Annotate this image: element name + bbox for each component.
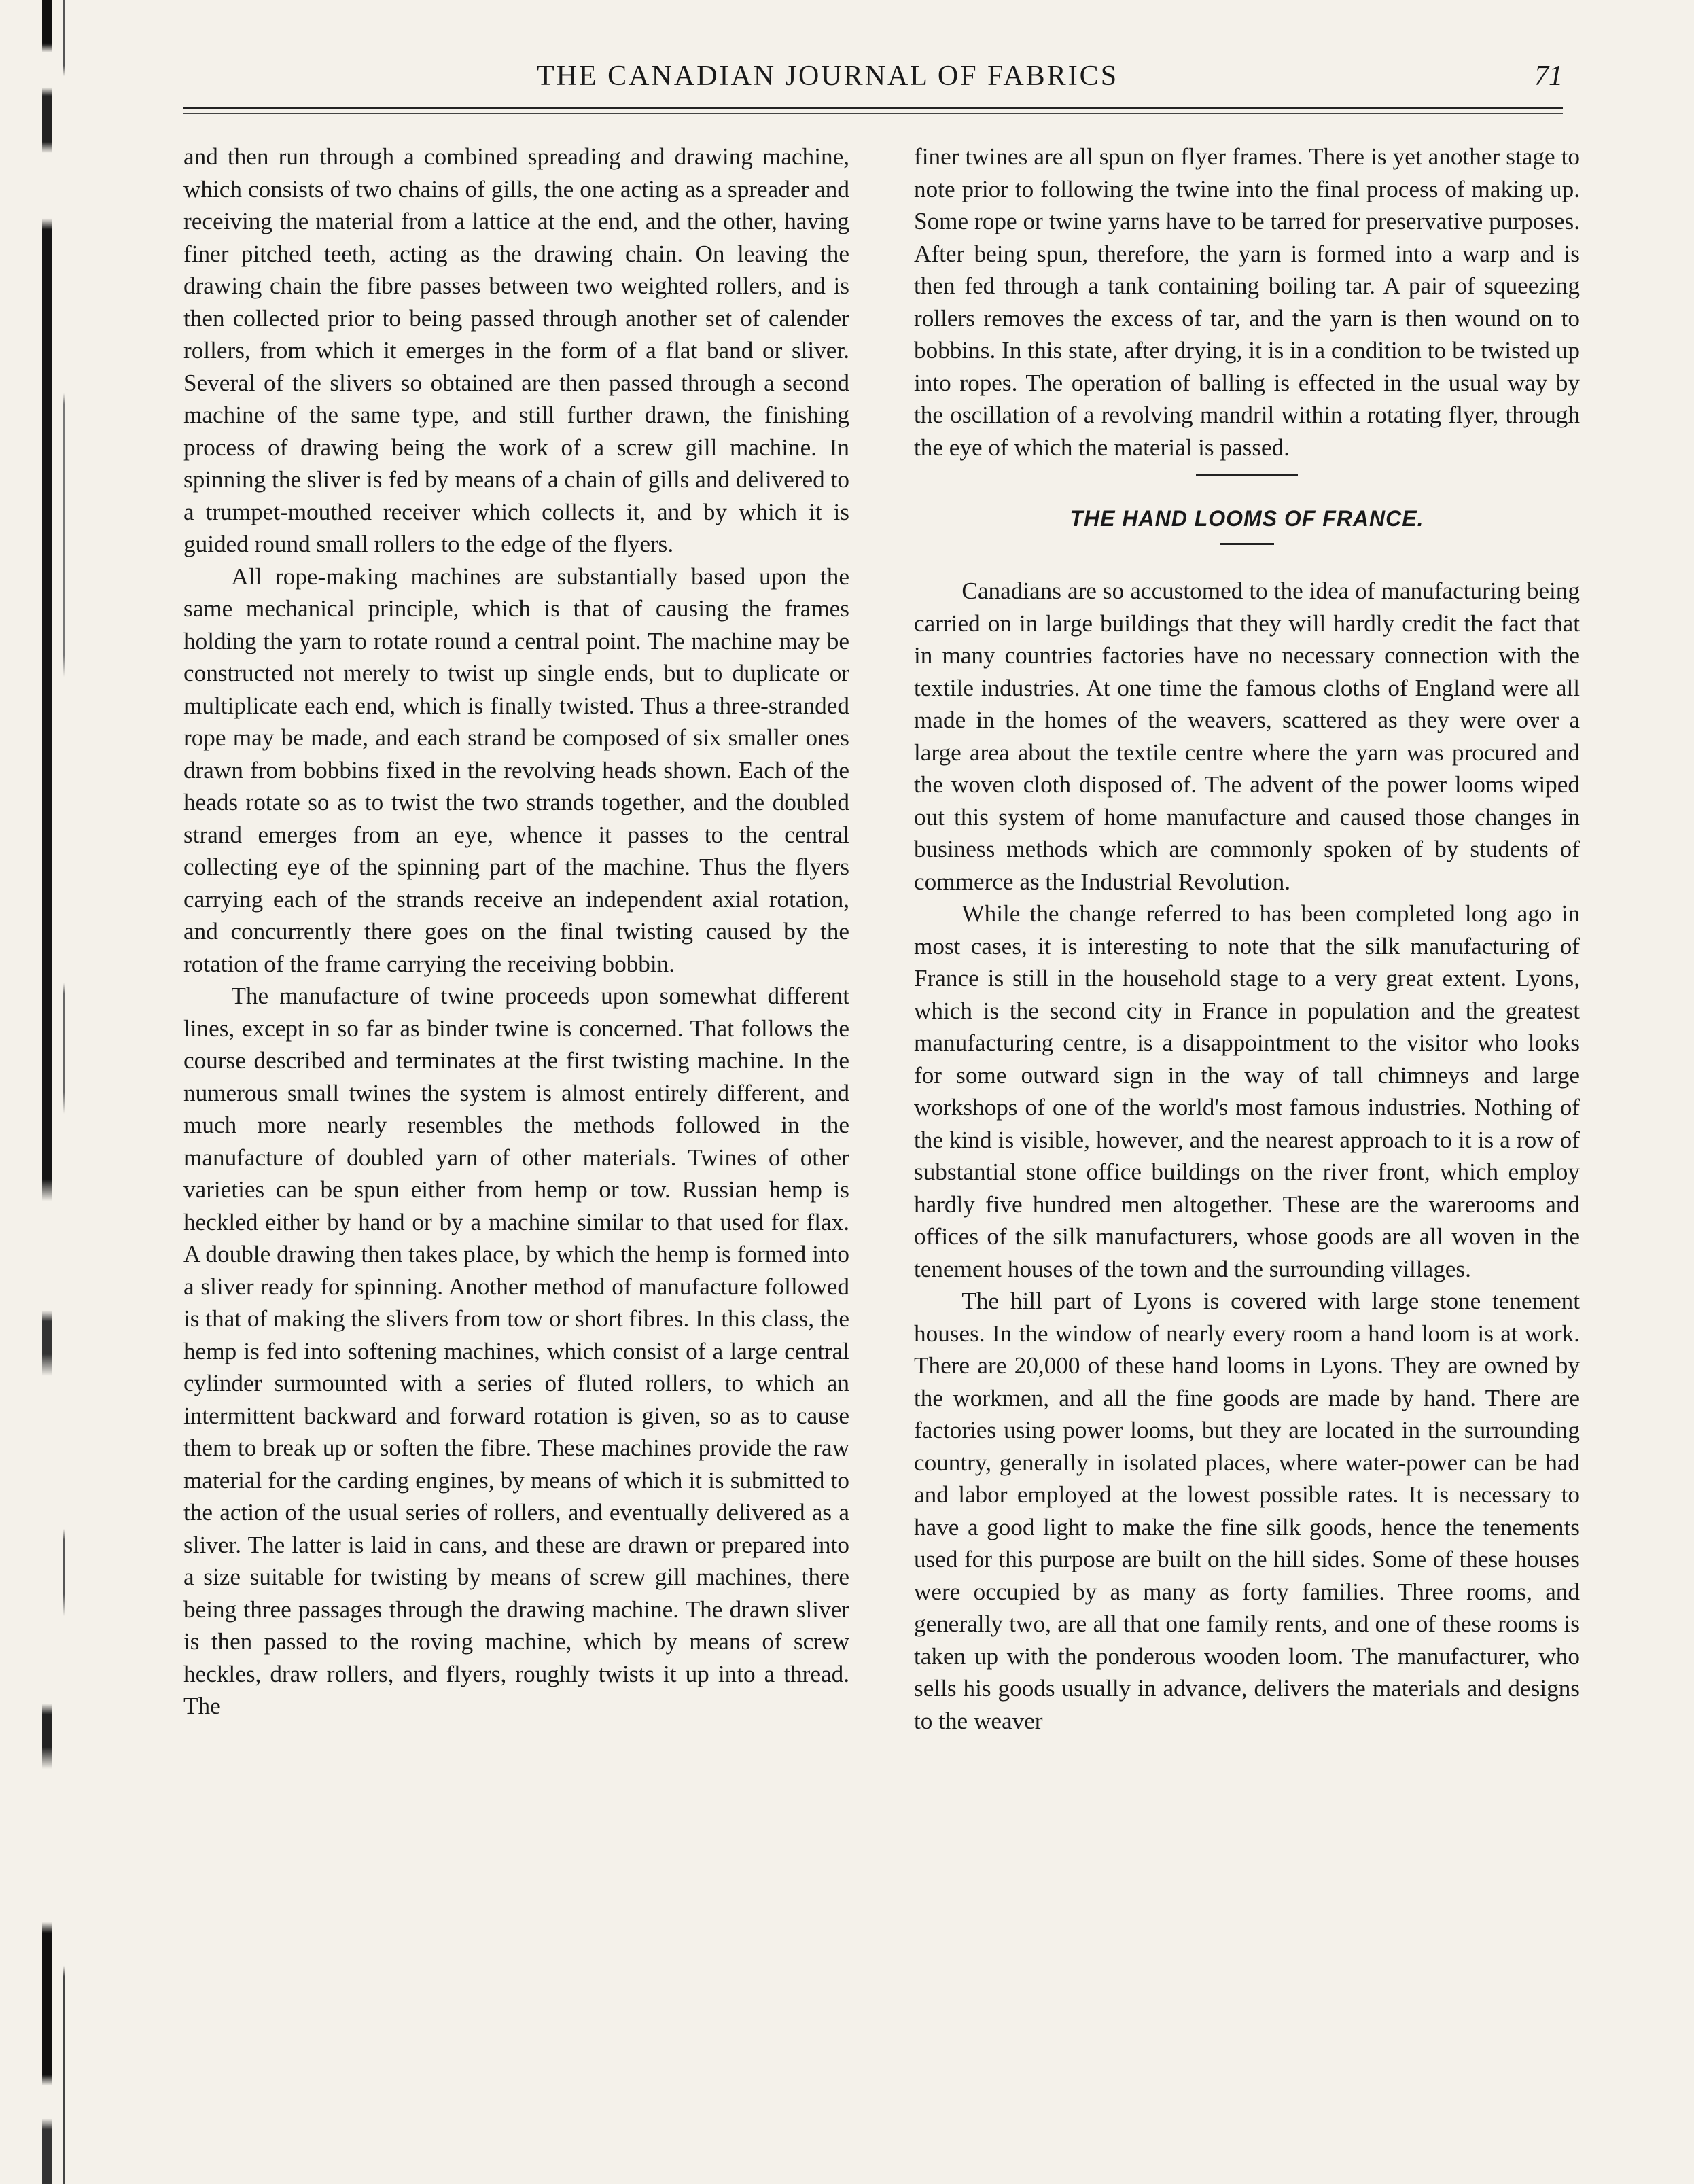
header-rule-thin [183, 113, 1563, 114]
paragraph: The manufacture of twine proceeds upon somewhat different lines, except in so far as binder twine is concerned. That follows the course described and terminates at the first twisting machine. In the numerous small twines the system is almost entirely different, and much more nearly resembles the methods followed in the manufacture of doubled yarn of other materials. Twines of other varieties can be spun either from hemp or tow. Russian hemp is heckled either by hand or by a machine similar to that used for flax. A double drawing then takes place, by which the hemp is formed into a sliver ready for spinning. Another method of manufacture followed is that of making the slivers from tow or short fibres. In this class, the hemp is fed into softening machines, which consist of a large central cylinder surmounted with a series of fluted rollers, to which an intermittent backward and forward rotation is given, so as to cause them to break up or soften the fibre. These machines provide the raw material for the carding engines, by means of which it is submitted to the action of the usual series of rollers, and eventually delivered as a sliver. The latter is laid in cans, and these are drawn or prepared into a size suitable for twisting by means of screw gill machines, there being three passages through the drawing machine. The drawn sliver is then passed to the roving machine, which by means of screw heckles, draw rollers, and flyers, roughly twists it up into a thread. The [183, 983, 849, 1719]
section-divider [1196, 474, 1298, 476]
paragraph: The hill part of Lyons is covered with large stone tenement houses. In the window of nearly every room a hand loom is at work. There are 20,000 of these hand looms in Lyons. They are owned by the workmen, and all the fine goods are made by hand. There are factories using power looms, but they are located in the surrounding country, generally in isolated places, where water-power can be had and labor employed at the lowest possible rates. It is necessary to have a good light to make the fine silk goods, hence the tenements used for this purpose are built on the hill sides. Some of these houses were occupied by as many as forty families. Three rooms, and generally two, are all that one family rents, and one of these rooms is taken up with the ponderous wooden loom. The manufacturer, who sells his goods usually in advance, delivers the materials and designs to the weaver [914, 1288, 1580, 1734]
running-header [183, 54, 1563, 116]
binding-edge-shadow [63, 0, 65, 2184]
paragraph: All rope-making machines are substantially based upon the same mechanical principle, which is that of causing the frames holding the yarn to rotate round a central point. The machine may be constructed not merely to twist up single ends, but to duplicate or multiplicate each end, which is finally twisted. Thus a three-stranded rope may be made, and each strand be composed of six smaller ones drawn from bobbins fixed in the revolving heads shown. Each of the heads rotate so as to twist the two strands together, and the doubled strand emerges from an eye, whence it passes to the central collecting eye of the spinning part of the machine. Thus the flyers carrying each of the strands receive an independent axial rotation, and concurrently there goes on the final twisting caused by the rotation of the frame carrying the receiving bobbin. [183, 563, 849, 977]
page-number: 71 [1534, 60, 1563, 92]
left-column [183, 141, 849, 1723]
article-heading: THE HAND LOOMS OF FRANCE. [1070, 506, 1424, 531]
paragraph: While the change referred to has been completed long ago in most cases, it is interesting to note that the silk manufacturing of France is still in the household stage to a very great extent. Lyons, which is the second city in France in population and the greatest manufacturing centre, is a disappointment to the visitor who looks for some outward sign in the way of tall chimneys and large workshops of one of the world's most famous industries. Nothing of the kind is visible, however, and the nearest approach to it is a row of substantial stone office buildings on the river front, which employ hardly five hundred men altogether. These are the warerooms and offices of the silk manufacturers, whose goods are all woven in the tenement houses of the town and the surrounding villages. [914, 900, 1580, 1282]
binding-edge [42, 0, 52, 2184]
heading-divider [1220, 543, 1274, 545]
paragraph: and then run through a combined spreading and drawing machine, which consists of two chains of gills, the one acting as a spreader and receiving the material from a lattice at the end, and the other, having finer pitched teeth, acting as the drawing chain. On leaving the drawing chain the fibre passes between two weighted rollers, and is then collected prior to being passed through another set of calender rollers, from which it emerges in the form of a flat band or sliver. Several of the slivers so obtained are then passed through a second machine of the same type, and still further drawn, the finishing process of drawing being the work of a screw gill machine. In spinning the sliver is fed by means of a chain of gills and delivered to a trumpet-mouthed receiver which collects it, and by which it is guided round small rollers to the edge of the flyers. [183, 143, 849, 557]
paragraph-continuation: finer twines are all spun on flyer frames. There is yet another stage to note prior to following the twine into the final process of making up. Some rope or twine yarns have to be tarred for preservative purposes. After being spun, therefore, the yarn is formed into a warp and is then fed through a tank containing boiling tar. A pair of squeezing rollers removes the excess of tar, and the yarn is then wound on to bobbins. In this state, after drying, it is in a condition to be twisted up into ropes. The operation of balling is effected in the usual way by the oscillation of a revolving mandril within a rotating flyer, through the eye of which the material is passed. [914, 143, 1580, 461]
right-column [914, 141, 1580, 1737]
journal-title: THE CANADIAN JOURNAL OF FABRICS [537, 60, 1119, 92]
header-rule [183, 107, 1563, 109]
paragraph: Canadians are so accustomed to the idea of manufacturing being carried on in large buildings that they will hardly credit the fact that in many countries factories have no necessary connection with the textile industries. At one time the famous cloths of England were all made in the homes of the weavers, scattered as they were over a large area about the textile centre where the yarn was procured and the woven cloth disposed of. The advent of the power looms wiped out this system of home manufacture and caused those changes in business methods which are commonly spoken of by students of commerce as the Industrial Revolution. [914, 578, 1580, 895]
